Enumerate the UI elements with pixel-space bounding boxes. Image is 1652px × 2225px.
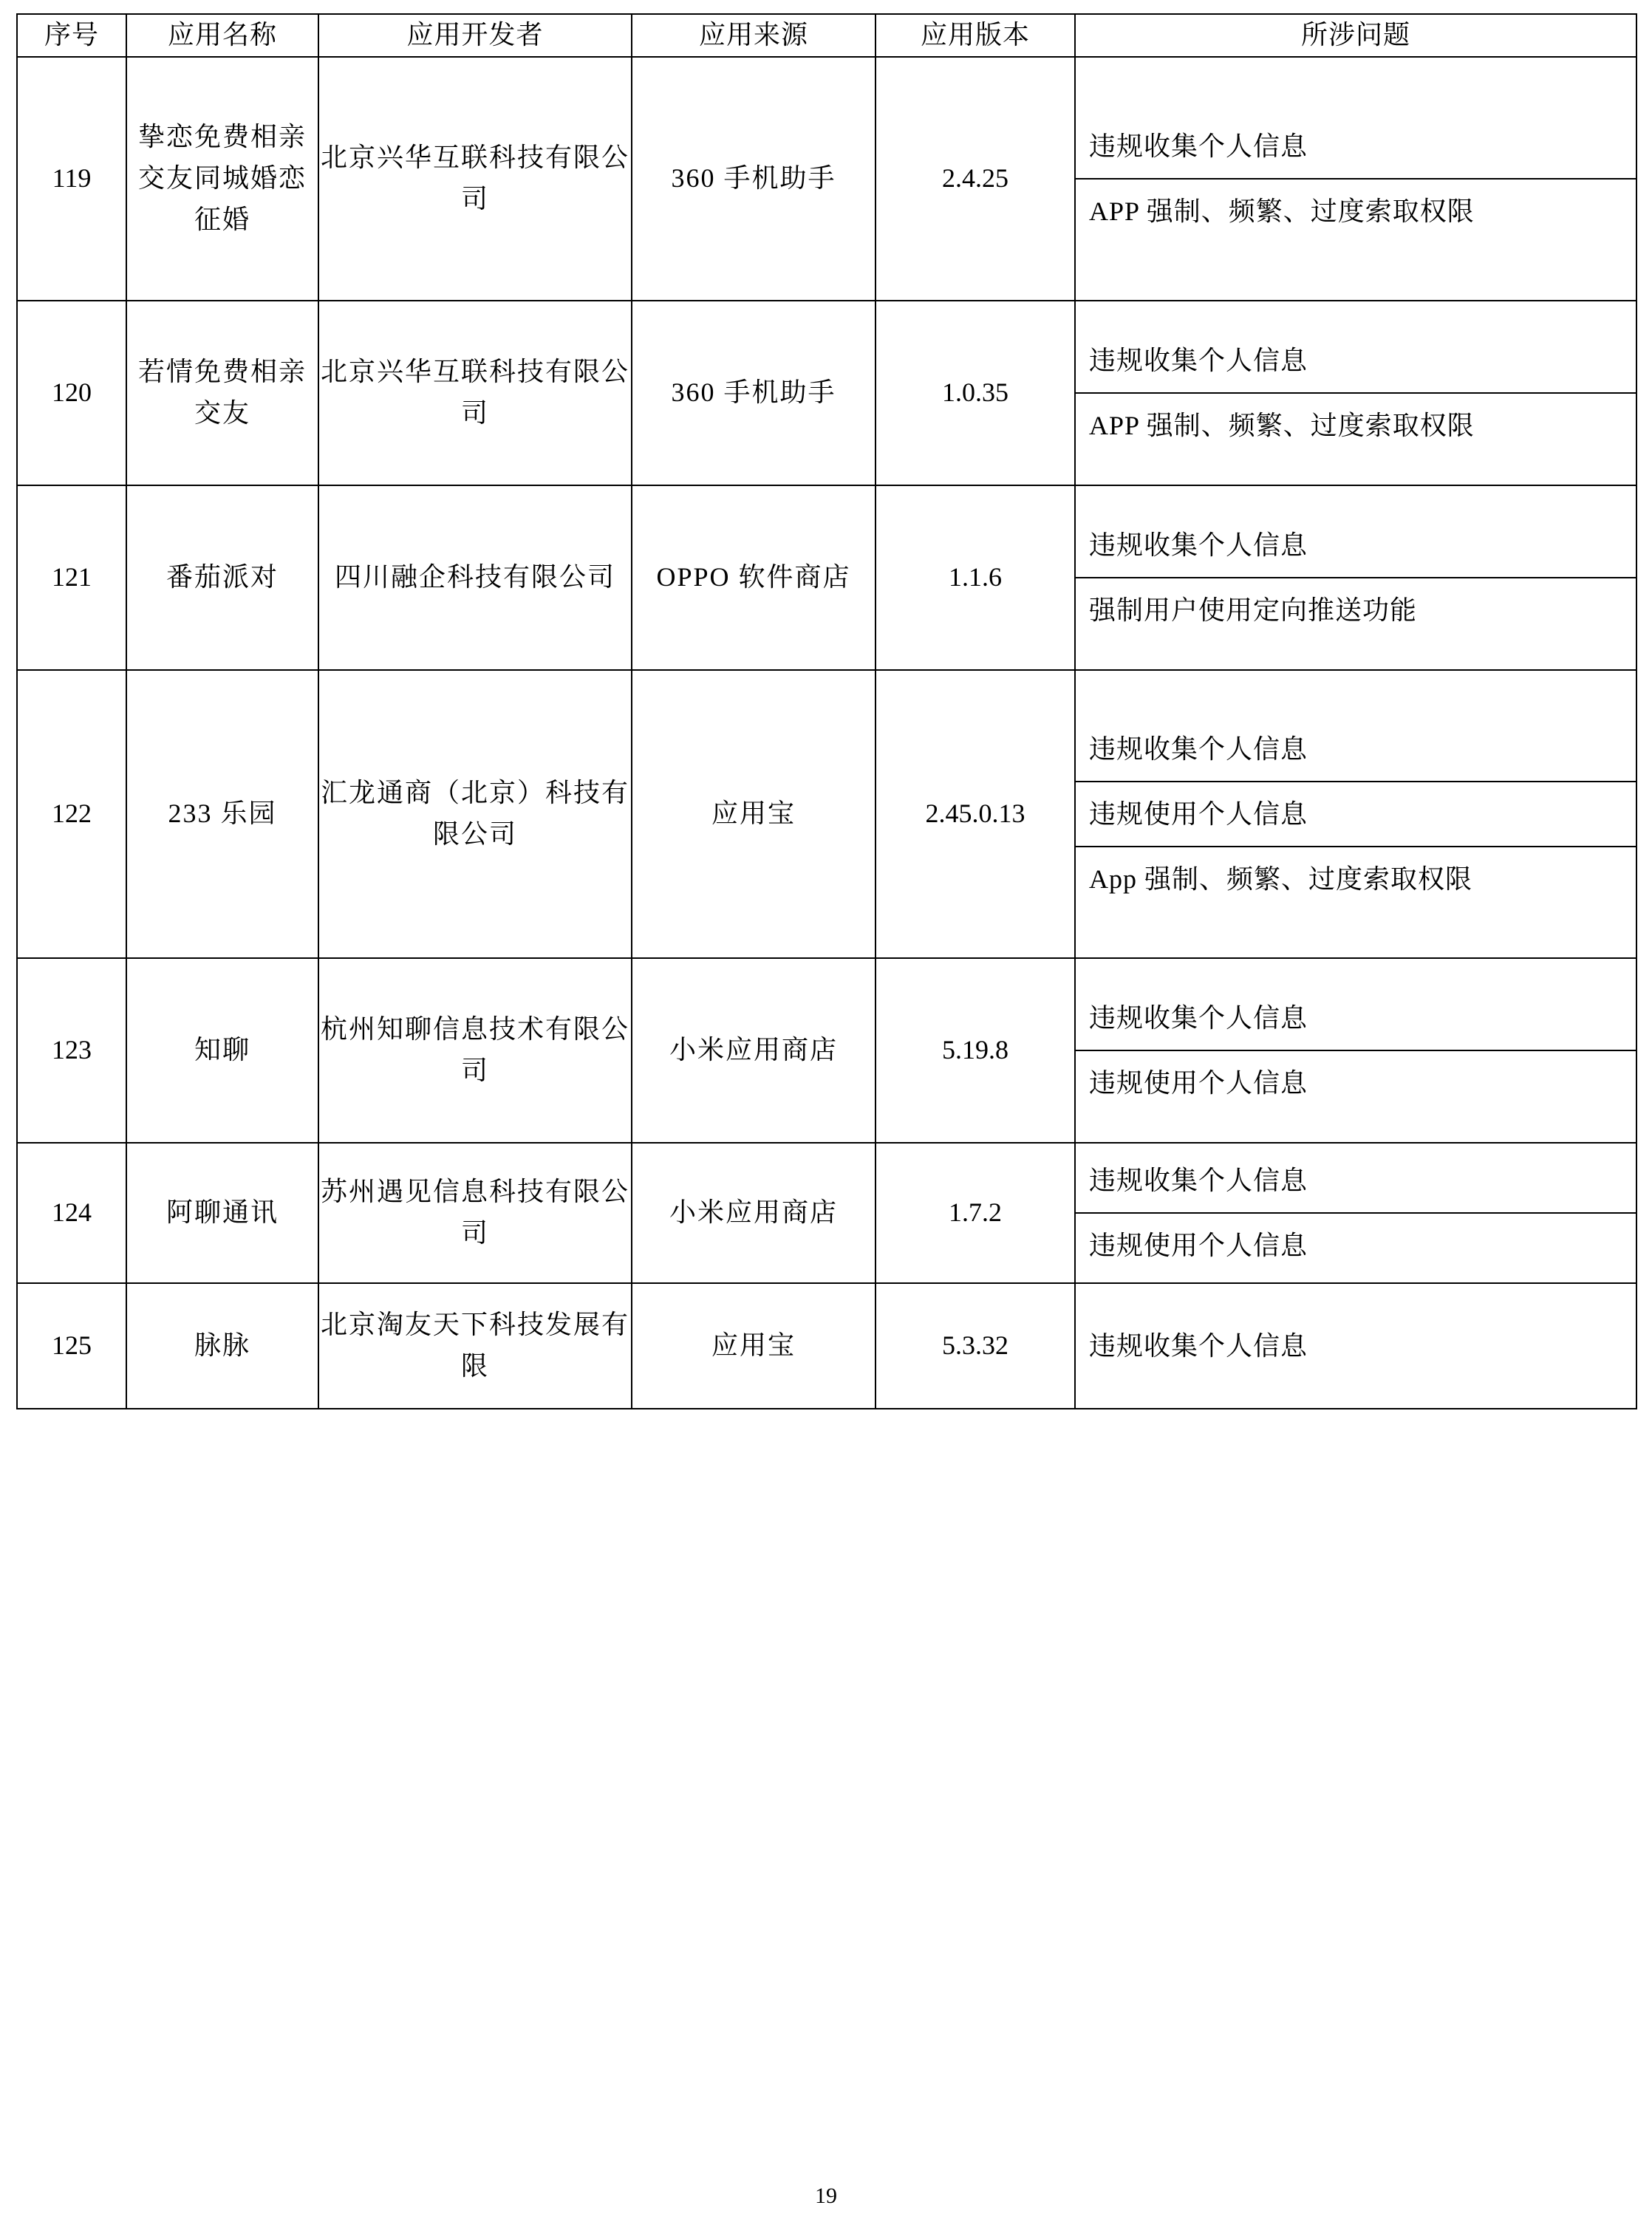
issue-item: 违规收集个人信息 — [1076, 513, 1636, 578]
cell-issues — [1075, 1143, 1636, 1283]
cell-developer: 北京兴华互联科技有限公司 — [318, 301, 632, 485]
cell-developer: 苏州遇见信息科技有限公司 — [318, 1143, 632, 1283]
cell-source: 小米应用商店 — [632, 958, 876, 1143]
cell-seq: 124 — [17, 1143, 126, 1283]
cell-version: 5.19.8 — [876, 958, 1075, 1143]
column-header-version: 应用版本 — [876, 14, 1075, 57]
cell-app-name: 知聊 — [126, 958, 318, 1143]
issue-item: APP 强制、频繁、过度索取权限 — [1089, 410, 1475, 440]
issue-item: 违规使用个人信息 — [1089, 1067, 1308, 1098]
column-header-developer: 应用开发者 — [318, 14, 632, 57]
issue-item: 违规收集个人信息 — [1089, 1330, 1308, 1361]
cell-issues — [1075, 1283, 1636, 1409]
cell-source: 360 手机助手 — [632, 57, 876, 301]
table-header-row — [17, 14, 1636, 57]
issue-item: 违规收集个人信息 — [1076, 717, 1636, 782]
cell-source: 应用宝 — [632, 1283, 876, 1409]
cell-version: 1.1.6 — [876, 485, 1075, 670]
cell-issues — [1075, 485, 1636, 670]
column-header-issues: 所涉问题 — [1075, 14, 1636, 57]
cell-seq: 125 — [17, 1283, 126, 1409]
table-row — [17, 1283, 1636, 1409]
cell-seq: 122 — [17, 670, 126, 958]
table-row — [17, 301, 1636, 485]
issue-item: 违规收集个人信息 — [1076, 115, 1636, 180]
cell-version: 2.45.0.13 — [876, 670, 1075, 958]
cell-issues — [1075, 958, 1636, 1143]
cell-app-name: 阿聊通讯 — [126, 1143, 318, 1283]
table-row — [17, 1143, 1636, 1283]
cell-seq: 119 — [17, 57, 126, 301]
column-header-app-name: 应用名称 — [126, 14, 318, 57]
cell-issues — [1075, 301, 1636, 485]
table-row — [17, 485, 1636, 670]
table-row — [17, 670, 1636, 958]
cell-version: 2.4.25 — [876, 57, 1075, 301]
cell-seq: 120 — [17, 301, 126, 485]
cell-version: 5.3.32 — [876, 1283, 1075, 1409]
cell-developer: 四川融企科技有限公司 — [318, 485, 632, 670]
table-body — [17, 57, 1636, 1409]
issue-item: APP 强制、频繁、过度索取权限 — [1089, 196, 1475, 226]
table-row — [17, 958, 1636, 1143]
app-violations-table — [16, 13, 1637, 1409]
cell-issues — [1075, 670, 1636, 958]
column-header-seq: 序号 — [17, 14, 126, 57]
cell-seq: 123 — [17, 958, 126, 1143]
cell-app-name: 233 乐园 — [126, 670, 318, 958]
cell-source: OPPO 软件商店 — [632, 485, 876, 670]
cell-app-name: 番茄派对 — [126, 485, 318, 670]
cell-developer: 北京淘友天下科技发展有限 — [318, 1283, 632, 1409]
cell-source: 小米应用商店 — [632, 1143, 876, 1283]
issue-item: App 强制、频繁、过度索取权限 — [1089, 864, 1472, 894]
cell-source: 应用宝 — [632, 670, 876, 958]
cell-developer: 北京兴华互联科技有限公司 — [318, 57, 632, 301]
cell-version: 1.7.2 — [876, 1143, 1075, 1283]
cell-seq: 121 — [17, 485, 126, 670]
cell-app-name: 挚恋免费相亲交友同城婚恋征婚 — [126, 57, 318, 301]
issue-item: 违规使用个人信息 — [1076, 782, 1636, 847]
cell-developer: 汇龙通商（北京）科技有限公司 — [318, 670, 632, 958]
cell-app-name: 脉脉 — [126, 1283, 318, 1409]
cell-issues — [1075, 57, 1636, 301]
cell-app-name: 若情免费相亲交友 — [126, 301, 318, 485]
cell-version: 1.0.35 — [876, 301, 1075, 485]
column-header-source: 应用来源 — [632, 14, 876, 57]
cell-developer: 杭州知聊信息技术有限公司 — [318, 958, 632, 1143]
cell-source: 360 手机助手 — [632, 301, 876, 485]
issue-item: 违规使用个人信息 — [1089, 1230, 1308, 1260]
table-header — [17, 14, 1636, 57]
issue-item: 违规收集个人信息 — [1076, 329, 1636, 394]
issue-item: 违规收集个人信息 — [1076, 986, 1636, 1051]
page-number: 19 — [815, 2184, 837, 2208]
issue-item: 违规收集个人信息 — [1076, 1149, 1636, 1214]
table-row — [17, 57, 1636, 301]
issue-item: 强制用户使用定向推送功能 — [1089, 595, 1418, 625]
